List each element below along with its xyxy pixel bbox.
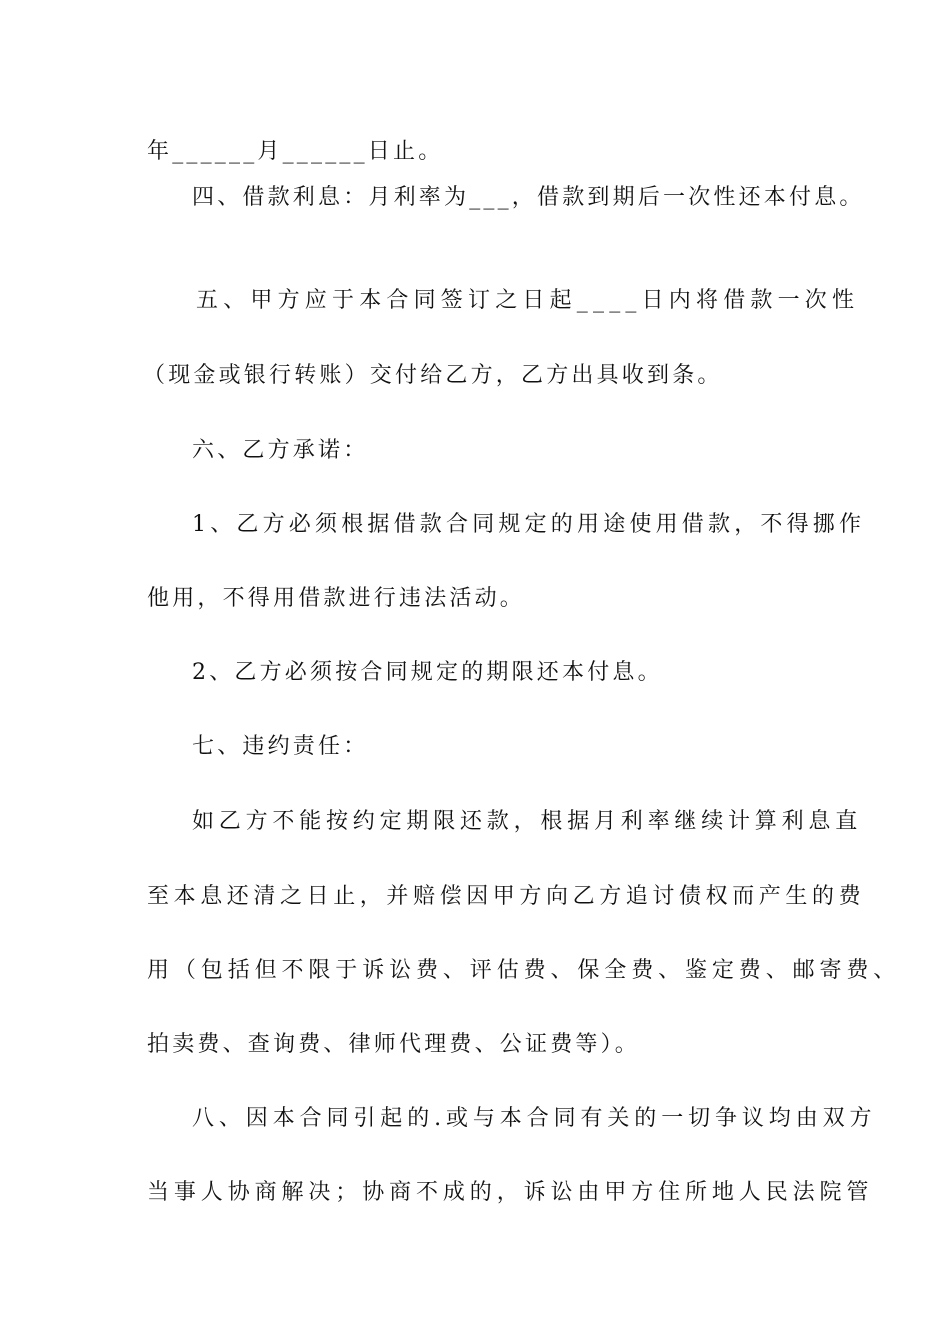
text-line-clause-7-body-3: 用（包括但不限于诉讼费、评估费、保全费、鉴定费、邮寄费、 xyxy=(147,958,901,983)
text-line-clause-7-heading: 七、违约责任： xyxy=(192,734,369,759)
text-line-clause-8-body-1: 八、因本合同引起的.或与本合同有关的一切争议均由双方 xyxy=(192,1106,877,1131)
text-line-clause-5-delivery: 五、甲方应于本合同签订之日起____日内将借款一次性 xyxy=(196,288,860,313)
text-line-clause-5-cont: （现金或银行转账）交付给乙方，乙方出具收到条。 xyxy=(143,363,723,388)
text-line-clause-6-heading: 六、乙方承诺： xyxy=(192,438,369,463)
text-line-clause-7-body-1: 如乙方不能按约定期限还款，根据月利率继续计算利息直 xyxy=(192,809,863,834)
text-line-clause-7-body-2: 至本息还清之日止，并赔偿因甲方向乙方追讨债权而产生的费 xyxy=(147,884,866,909)
text-line-clause-7-body-4: 拍卖费、查询费、律师代理费、公证费等）。 xyxy=(147,1032,641,1057)
text-line-clause-6-item-2: 2、乙方必须按合同规定的期限还本付息。 xyxy=(192,660,663,685)
text-line-clause-4-interest: 四、借款利息：月利率为___，借款到期后一次性还本付息。 xyxy=(192,185,865,210)
text-line-end-date: 年______月______日止。 xyxy=(147,139,444,164)
text-line-clause-6-item-1-cont: 他用，不得用借款进行违法活动。 xyxy=(147,586,526,611)
text-line-clause-8-body-2: 当事人协商解决；协商不成的，诉讼由甲方住所地人民法院管 xyxy=(147,1180,874,1205)
text-line-clause-6-item-1: 1、乙方必须根据借款合同规定的用途使用借款，不得挪作 xyxy=(192,512,866,537)
